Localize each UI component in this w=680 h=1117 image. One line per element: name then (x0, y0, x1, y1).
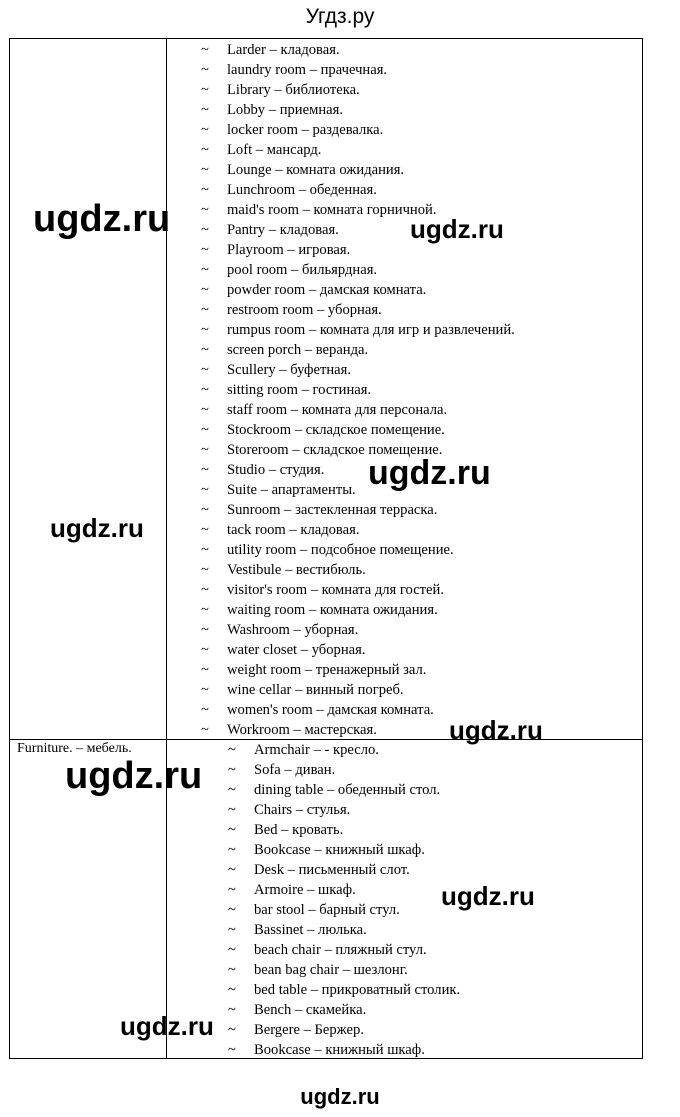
tilde-bullet: ~ (228, 882, 236, 898)
tilde-bullet: ~ (201, 42, 209, 58)
vocabulary-entry: wine cellar – винный погреб. (227, 682, 404, 698)
tilde-bullet: ~ (201, 482, 209, 498)
tilde-bullet: ~ (201, 562, 209, 578)
watermark: ugdz.ru (449, 715, 543, 745)
vocabulary-entry: dining table – обеденный стол. (254, 782, 441, 798)
tilde-bullet: ~ (201, 602, 209, 618)
tilde-bullet: ~ (201, 642, 209, 658)
vocabulary-entry: Armoire – шкаф. (254, 882, 356, 898)
tilde-bullet: ~ (201, 702, 209, 718)
tilde-bullet: ~ (201, 102, 209, 118)
vocabulary-entry: Washroom – уборная. (227, 622, 359, 638)
vocabulary-entry: Lobby – приемная. (227, 102, 343, 118)
vocabulary-entry: Bookcase – книжный шкаф. (254, 842, 425, 858)
watermark: ugdz.ru (50, 513, 144, 543)
vocabulary-entry: Chairs – стулья. (254, 802, 351, 818)
vocabulary-entry: Playroom – игровая. (227, 242, 351, 258)
vocabulary-entry: bean bag chair – шезлонг. (254, 962, 408, 978)
watermark: ugdz.ru (441, 881, 535, 911)
tilde-bullet: ~ (201, 62, 209, 78)
vocabulary-entry: locker room – раздевалка. (227, 122, 384, 138)
tilde-bullet: ~ (228, 842, 236, 858)
tilde-bullet: ~ (201, 522, 209, 538)
vocabulary-entry: Bassinet – люлька. (254, 922, 367, 938)
vocabulary-entry: laundry room – прачечная. (227, 62, 388, 78)
vocabulary-entry: restroom room – уборная. (227, 302, 382, 318)
tilde-bullet: ~ (201, 722, 209, 738)
tilde-bullet: ~ (201, 662, 209, 678)
watermark: ugdz.ru (410, 214, 504, 244)
vocabulary-entry: Larder – кладовая. (227, 42, 340, 58)
tilde-bullet: ~ (201, 262, 209, 278)
tilde-bullet: ~ (201, 362, 209, 378)
vocabulary-entry: sitting room – гостиная. (227, 382, 372, 398)
site-header (0, 0, 680, 38)
tilde-bullet: ~ (228, 982, 236, 998)
tilde-bullet: ~ (228, 862, 236, 878)
vocabulary-entry: Suite – апартаменты. (227, 482, 356, 498)
vocabulary-entry: waiting room – комната ожидания. (227, 602, 438, 618)
vocabulary-entry: weight room – тренажерный зал. (227, 662, 427, 678)
watermark: ugdz.ru (368, 454, 491, 492)
vocabulary-entry: beach chair – пляжный стул. (254, 942, 427, 958)
vocabulary-entry: maid's room – комната горничной. (227, 202, 437, 218)
vocabulary-entry: women's room – дамская комната. (227, 702, 434, 718)
vocabulary-entry: Desk – письменный слот. (254, 862, 410, 878)
vocabulary-entry: tack room – кладовая. (227, 522, 360, 538)
tilde-bullet: ~ (228, 822, 236, 838)
vocabulary-entry: Pantry – кладовая. (227, 222, 339, 238)
watermark: ugdz.ru (65, 755, 203, 797)
vocabulary-entry: water closet – уборная. (227, 642, 366, 658)
tilde-bullet: ~ (228, 902, 236, 918)
tilde-bullet: ~ (201, 342, 209, 358)
vocabulary-entry: Workroom – мастерская. (227, 722, 377, 738)
column-divider (166, 39, 167, 1058)
vocabulary-entry: Bergere – Бержер. (254, 1022, 364, 1038)
vocabulary-entry: Bench – скамейка. (254, 1002, 367, 1018)
site-title: Угдз.ру (305, 5, 375, 28)
tilde-bullet: ~ (201, 82, 209, 98)
tilde-bullet: ~ (201, 182, 209, 198)
vocabulary-entry: screen porch – веранда. (227, 342, 369, 358)
tilde-bullet: ~ (201, 682, 209, 698)
tilde-bullet: ~ (228, 1042, 236, 1058)
tilde-bullet: ~ (228, 782, 236, 798)
tilde-bullet: ~ (228, 762, 236, 778)
vocabulary-entry: utility room – подсобное помещение. (227, 542, 454, 558)
vocabulary-entry: Studio – студия. (227, 462, 325, 478)
tilde-bullet: ~ (201, 282, 209, 298)
vocabulary-entry: pool room – бильярдная. (227, 262, 378, 278)
tilde-bullet: ~ (228, 802, 236, 818)
tilde-bullet: ~ (201, 142, 209, 158)
vocabulary-entry: rumpus room – комната для игр и развлечений. (227, 322, 515, 338)
vocabulary-entry: Loft – мансард. (227, 142, 322, 158)
vocabulary-entry: bed table – прикроватный столик. (254, 982, 461, 998)
vocabulary-entry: visitor's room – комната для гостей. (227, 582, 444, 598)
vocabulary-entry: Sunroom – застекленная терраска. (227, 502, 438, 518)
tilde-bullet: ~ (228, 942, 236, 958)
tilde-bullet: ~ (201, 122, 209, 138)
tilde-bullet: ~ (201, 302, 209, 318)
vocabulary-entry: Storeroom – складское помещение. (227, 442, 443, 458)
vocabulary-table (9, 38, 643, 1059)
vocabulary-entry: Stockroom – складское помещение. (227, 422, 445, 438)
tilde-bullet: ~ (201, 462, 209, 478)
furniture-category-label: Furniture. – мебель. (17, 741, 132, 756)
watermark: ugdz.ru (120, 1011, 214, 1041)
site-footer[interactable] (0, 1082, 680, 1112)
tilde-bullet: ~ (228, 922, 236, 938)
vocabulary-entry: Vestibule – вестибюль. (227, 562, 366, 578)
vocabulary-entry: Scullery – буфетная. (227, 362, 351, 378)
tilde-bullet: ~ (228, 1022, 236, 1038)
tilde-bullet: ~ (201, 402, 209, 418)
tilde-bullet: ~ (201, 322, 209, 338)
tilde-bullet: ~ (201, 222, 209, 238)
vocabulary-entry: bar stool – барный стул. (254, 902, 400, 918)
watermark: ugdz.ru (33, 198, 171, 240)
tilde-bullet: ~ (228, 962, 236, 978)
tilde-bullet: ~ (201, 242, 209, 258)
vocabulary-entry: Lounge – комната ожидания. (227, 162, 405, 178)
vocabulary-entry: staff room – комната для персонала. (227, 402, 448, 418)
tilde-bullet: ~ (201, 502, 209, 518)
tilde-bullet: ~ (201, 442, 209, 458)
tilde-bullet: ~ (201, 382, 209, 398)
tilde-bullet: ~ (201, 542, 209, 558)
tilde-bullet: ~ (228, 742, 236, 758)
vocabulary-entry: Sofa – диван. (254, 762, 336, 778)
tilde-bullet: ~ (228, 1002, 236, 1018)
vocabulary-entry: Bookcase – книжный шкаф. (254, 1042, 425, 1058)
tilde-bullet: ~ (201, 622, 209, 638)
vocabulary-entry: powder room – дамская комната. (227, 282, 427, 298)
tilde-bullet: ~ (201, 582, 209, 598)
tilde-bullet: ~ (201, 202, 209, 218)
tilde-bullet: ~ (201, 162, 209, 178)
tilde-bullet: ~ (201, 422, 209, 438)
vocabulary-entry: Armchair – - кресло. (254, 742, 379, 758)
footer-site-link[interactable]: ugdz.ru (300, 1084, 380, 1109)
vocabulary-entry: Lunchroom – обеденная. (227, 182, 377, 198)
vocabulary-entry: Bed – кровать. (254, 822, 344, 838)
vocabulary-entry: Library – библиотека. (227, 82, 360, 98)
